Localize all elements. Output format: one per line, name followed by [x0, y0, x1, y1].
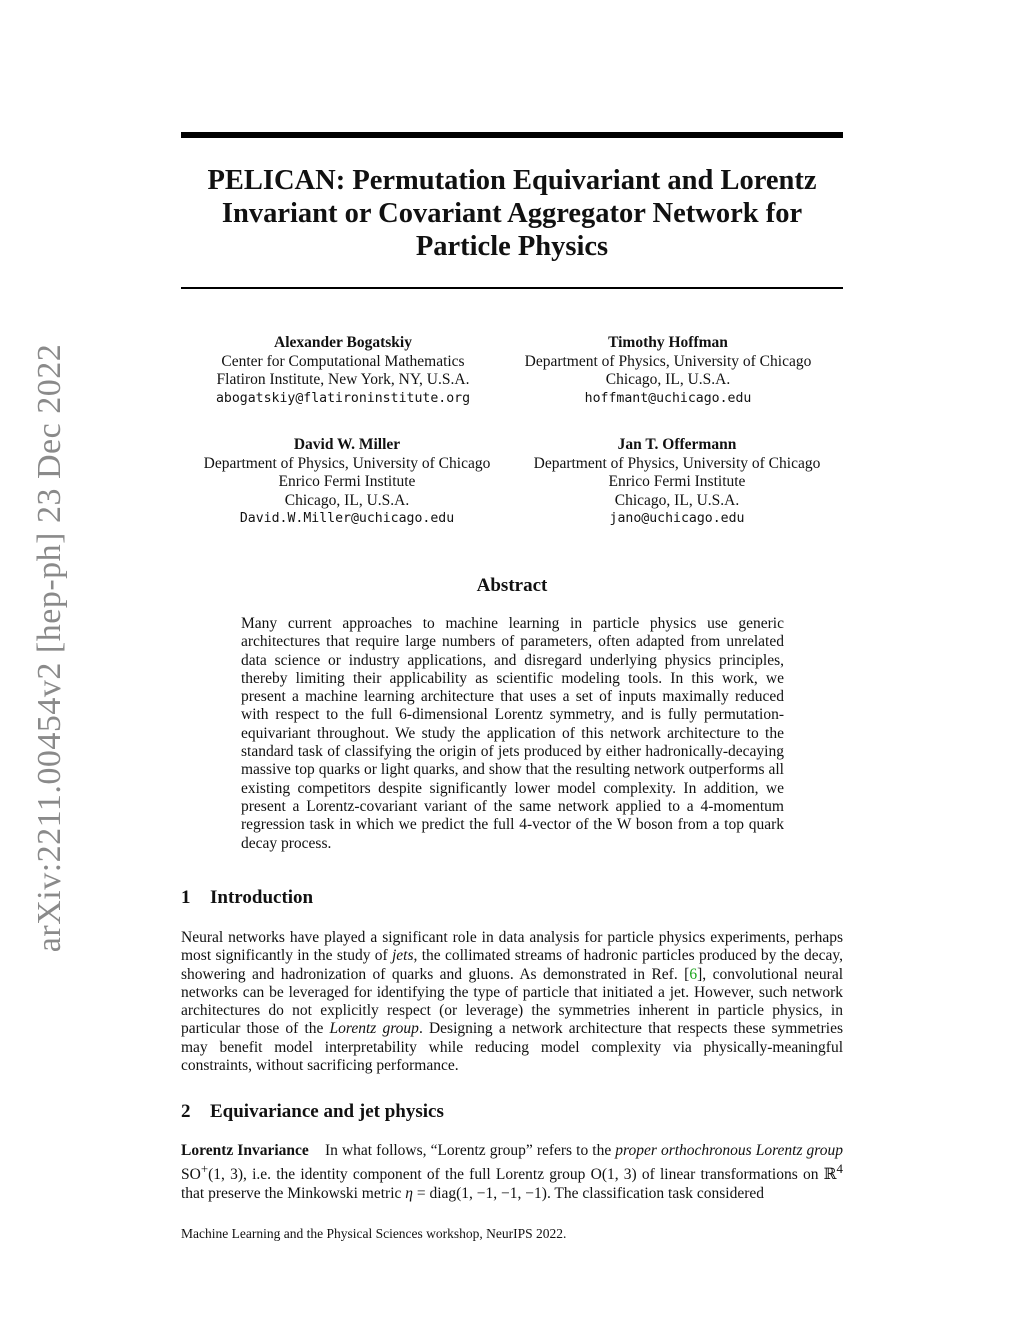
author-block	[173, 334, 513, 408]
arxiv-identifier: arXiv:2211.00454v2 [hep-ph] 23 Dec 2022	[31, 343, 68, 953]
author-email[interactable]: hoffmant@uchicago.edu	[584, 390, 752, 406]
title-top-rule	[181, 132, 843, 138]
paper-title	[181, 164, 843, 263]
author-affiliation: Chicago, IL, U.S.A.	[614, 491, 740, 509]
author-name: Jan T. Offermann	[617, 436, 737, 453]
author-affiliation: Flatiron Institute, New York, NY, U.S.A.	[216, 371, 470, 388]
introduction-paragraph: Neural networks have played a significant role in data analysis for particle physics experiments, perhaps most significantly in the study of jets, the collimated streams of hadronic particles produced by the decay, showering and hadronization of quarks and gluons. As demonstrated in Ref. [6], convolutional neural networks can be leveraged for identifying the type of particle that initiated a jet. However, such network architectures do not explicitly respect (or leverage) the symmetries inherent in particle physics, in particular those of the Lorentz group. Designing a network architecture that respects these symmetries may benefit model interpretability while reducing model complexity via physically-meaningful constraints, without sacrificing performance.	[181, 929, 843, 1075]
page-footer: Machine Learning and the Physical Sciences workshop, NeurIPS 2022.	[181, 1226, 567, 1241]
title-line: PELICAN: Permutation Equivariant and Lorentz	[207, 165, 817, 196]
section-title: Introduction	[210, 887, 314, 908]
author-name: David W. Miller	[293, 436, 401, 453]
author-affiliation: Department of Physics, University of Chicago	[533, 454, 821, 472]
author-affiliation: Enrico Fermi Institute	[608, 473, 746, 490]
lorentz-invariance-paragraph: Lorentz Invariance In what follows, “Lorentz group” refers to the proper orthochronous Lorentz group SO+(1, 3), i.e. the identity component of the full Lorentz group O(1, 3) of linear transformations on ℝ$^4$ that preserve the Minkowski metric η = diag(1, −1, −1, −1). The classification task considered	[181, 1142, 844, 1202]
author-email[interactable]: abogatskiy@flatironinstitute.org	[215, 390, 471, 406]
author-email[interactable]: David.W.Miller@uchicago.edu	[239, 511, 455, 526]
abstract-text: Many current approaches to machine learning in particle physics use generic architectures that require large numbers of parameters, often adapted from unrelated data science or industry applications, and disregard underlying physics principles, thereby limiting their applicability as scientific modeling tools. In this work, we present a machine learning architecture that uses a set of inputs maximally reduced with respect to the full 6-dimensional Lorentz symmetry, and is fully permutation-equivariant throughout. We study the application of this network architecture to the standard task of classifying the origin of jets produced by either hadronically-decaying massive top quarks or light quarks, and show that the resulting network outperforms all existing competitors despite significantly lower model complexity. In addition, we present a Lorentz-covariant variant of the same network applied to a 4-momentum regression task in which we predict the full 4-vector of the W boson from a top quark decay process.	[241, 615, 784, 852]
author-block	[507, 436, 847, 529]
section-number: 1	[181, 887, 191, 908]
author-email[interactable]: jano@uchicago.edu	[609, 511, 745, 526]
author-affiliation: Enrico Fermi Institute	[278, 473, 416, 490]
title-line: Invariant or Covariant Aggregator Network for	[221, 198, 803, 229]
citation-link[interactable]: 6	[689, 965, 698, 983]
author-block	[177, 436, 517, 529]
author-affiliation: Chicago, IL, U.S.A.	[284, 491, 410, 509]
author-affiliation: Department of Physics, University of Chicago	[203, 454, 491, 472]
title-bottom-rule	[181, 287, 843, 289]
author-affiliation: Center for Computational Mathematics	[221, 352, 465, 370]
author-affiliation: Department of Physics, University of Chicago	[524, 352, 812, 370]
author-block	[498, 334, 838, 408]
author-name: Timothy Hoffman	[608, 334, 728, 351]
author-affiliation: Chicago, IL, U.S.A.	[605, 371, 731, 388]
paragraph-run-in-heading: Lorentz Invariance	[181, 1142, 309, 1159]
title-line: Particle Physics	[415, 231, 609, 262]
section-heading-equivariance	[181, 1101, 444, 1123]
author-name: Alexander Bogatskiy	[274, 334, 412, 351]
section-heading-introduction	[181, 887, 313, 909]
section-number: 2	[181, 1101, 191, 1122]
abstract-heading: Abstract	[476, 575, 548, 596]
section-title: Equivariance and jet physics	[210, 1101, 444, 1122]
